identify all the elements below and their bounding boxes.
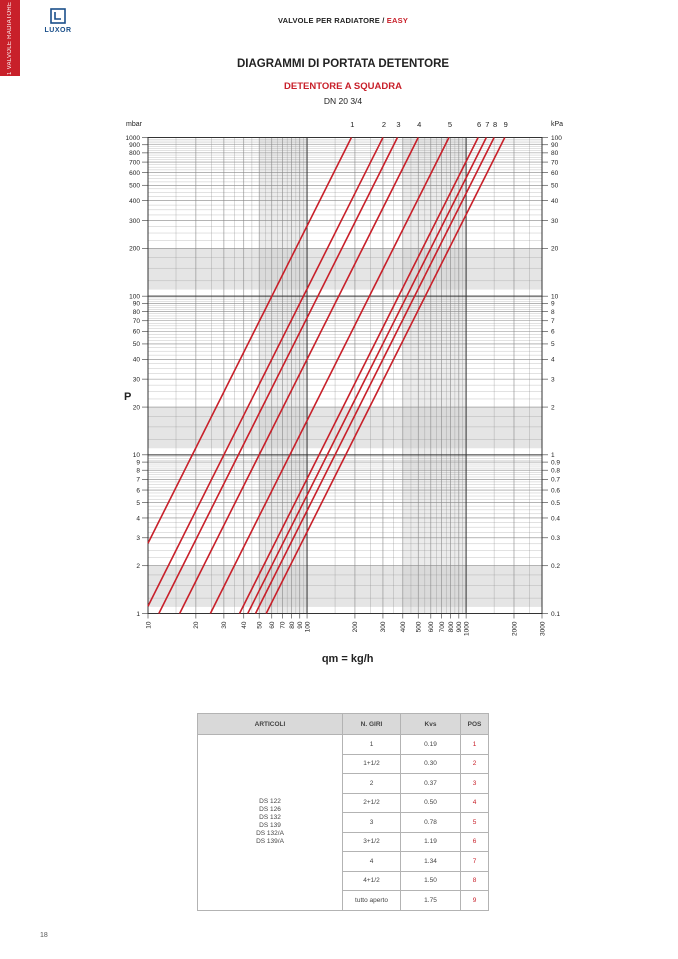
series-label-1: 1 [350, 120, 355, 129]
giri-cell: 2 [343, 774, 401, 794]
shade-band [148, 566, 542, 607]
series-label-6: 6 [477, 120, 482, 129]
shade-band [148, 407, 542, 448]
articolo-code: DS 139/A [256, 838, 284, 846]
pos-cell: 5 [461, 813, 489, 833]
y-tick-label-mbar: 200 [129, 245, 140, 253]
pos-cell: 9 [461, 891, 489, 911]
header-section-title [200, 16, 486, 25]
table-header-row [198, 714, 489, 735]
y-tick-label-mbar: 50 [132, 341, 140, 349]
y-tick-label-mbar: 100 [129, 293, 140, 301]
y-tick-label-kpa: 0.7 [551, 476, 561, 484]
y-tick-label-kpa: 30 [551, 217, 559, 225]
y-tick-label-mbar: 300 [129, 217, 140, 225]
col-articoli: ARTICOLI [198, 714, 343, 735]
col-kvs: Kvs [401, 714, 461, 735]
y-tick-label-kpa: 60 [551, 170, 559, 177]
y-tick-label-mbar: 2 [136, 563, 140, 571]
x-tick-label: 20 [193, 621, 201, 629]
y-tick-label-mbar: 40 [132, 356, 140, 364]
giri-cell: 2+1/2 [343, 793, 401, 813]
page-title: DIAGRAMMI DI PORTATA DETENTORE [236, 58, 450, 70]
series-label-2: 2 [381, 120, 387, 129]
y-tick-label-kpa: 70 [551, 159, 559, 167]
y-tick-label-mbar: 9 [136, 459, 140, 467]
y-tick-label-mbar: 500 [129, 182, 140, 190]
x-tick-label: 30 [221, 621, 229, 629]
y-tick-label-kpa: 100 [551, 134, 562, 142]
settings-table [197, 713, 489, 911]
y-tick-label-kpa: 8 [551, 308, 555, 316]
articolo-code: DS 132/A [256, 830, 284, 838]
x-tick-label: 60 [269, 621, 277, 629]
x-tick-label: 700 [438, 621, 446, 633]
y-tick-label-mbar: 800 [129, 150, 140, 158]
y-tick-label-kpa: 0.4 [551, 515, 561, 523]
col-pos: POS [461, 714, 489, 735]
x-tick-label: 800 [447, 621, 455, 633]
x-tick-label: 3000 [539, 621, 547, 636]
plot-frame [148, 138, 542, 614]
y-tick-label-kpa: 9 [551, 300, 555, 308]
y-tick-label-mbar: 60 [132, 328, 140, 336]
kvs-cell: 0.37 [401, 774, 461, 794]
page-number: 18 [40, 932, 48, 939]
y-tick-label-kpa: 0.9 [551, 459, 561, 467]
giri-cell: 1+1/2 [343, 754, 401, 774]
y-tick-label-mbar: 4 [136, 515, 140, 523]
y-tick-label-mbar: 30 [132, 376, 140, 384]
y-tick-label-kpa: 50 [551, 182, 559, 190]
chart-subtitle: DETENTORE A SQUADRA [284, 81, 402, 92]
pos-cell: 6 [461, 832, 489, 852]
y-tick-label-mbar: 7 [136, 476, 140, 484]
x-axis-label: qm = kg/h [321, 653, 374, 665]
y-tick-label-kpa: 2 [551, 404, 555, 412]
y-tick-label-kpa: 40 [551, 197, 559, 205]
x-tick-label: 80 [288, 621, 296, 629]
giri-cell: 3 [343, 813, 401, 833]
x-tick-label: 40 [241, 621, 249, 629]
kvs-cell: 1.50 [401, 871, 461, 891]
articolo-code: DS 122 [259, 798, 281, 806]
y-tick-label-kpa: 3 [551, 376, 555, 384]
y-tick-label-kpa: 20 [551, 245, 559, 253]
x-tick-label: 900 [456, 621, 464, 633]
kvs-cell: 0.19 [401, 735, 461, 755]
y-tick-label-mbar: 400 [129, 197, 140, 205]
x-tick-label: 600 [428, 621, 436, 633]
series-label-9: 9 [503, 120, 508, 129]
y-tick-label-kpa: 0.2 [551, 563, 561, 571]
x-tick-label: 50 [256, 621, 264, 629]
pos-cell: 2 [461, 754, 489, 774]
series-label-3: 3 [396, 120, 401, 129]
y-tick-label-mbar: 1000 [125, 134, 140, 142]
kvs-cell: 1.19 [401, 832, 461, 852]
y-tick-label-mbar: 900 [129, 142, 140, 150]
x-tick-label: 200 [352, 621, 360, 633]
x-tick-label: 90 [297, 621, 305, 629]
y-tick-label-kpa: 0.1 [551, 610, 561, 618]
x-tick-label: 2000 [511, 621, 519, 636]
y-axis-unit-left: mbar [126, 121, 142, 128]
x-tick-label: 100 [304, 621, 312, 633]
x-tick-label: 300 [380, 621, 388, 633]
y-tick-label-kpa: 1 [551, 452, 555, 460]
y-tick-label-kpa: 4 [551, 356, 555, 364]
giri-cell: tutto aperto [343, 891, 401, 911]
y-tick-label-kpa: 0.3 [551, 535, 561, 543]
y-tick-label-kpa: 5 [551, 341, 555, 349]
kvs-cell: 0.78 [401, 813, 461, 833]
y-tick-label-mbar: 3 [136, 535, 140, 543]
articolo-code: DS 132 [259, 814, 281, 822]
y-tick-label-mbar: 700 [129, 159, 140, 167]
y-tick-label-mbar: 5 [136, 499, 140, 507]
logo-icon [50, 8, 66, 24]
y-tick-label-kpa: 80 [551, 150, 559, 158]
flow-chart [0, 112, 678, 672]
y-tick-label-mbar: 70 [132, 318, 140, 326]
series-label-7: 7 [485, 120, 490, 129]
y-tick-label-kpa: 7 [551, 318, 555, 326]
series-label-8: 8 [493, 120, 498, 129]
y-tick-label-kpa: 0.5 [551, 499, 561, 507]
y-tick-label-mbar: 1 [136, 610, 140, 618]
x-tick-label: 1000 [463, 621, 471, 636]
articoli-cell [198, 735, 343, 911]
col-giri: N. GIRI [343, 714, 401, 735]
y-tick-label-mbar: 80 [132, 308, 140, 316]
y-tick-label-kpa: 6 [551, 328, 555, 336]
y-axis-label: P [124, 391, 132, 403]
giri-cell: 3+1/2 [343, 832, 401, 852]
pos-cell: 8 [461, 871, 489, 891]
header-accent: EASY [386, 16, 409, 25]
kvs-cell: 1.34 [401, 852, 461, 872]
articolo-code: DS 139 [259, 822, 281, 830]
brand-logo [40, 8, 76, 38]
series-label-5: 5 [447, 120, 453, 129]
section-sidebar-tab [0, 0, 20, 76]
y-tick-label-kpa: 10 [551, 293, 559, 301]
pos-cell: 1 [461, 735, 489, 755]
chart-size-label: DN 20 3/4 [323, 96, 363, 106]
giri-cell: 4 [343, 852, 401, 872]
y-tick-label-kpa: 0.8 [551, 467, 561, 475]
x-tick-label: 400 [400, 621, 408, 633]
pos-cell: 4 [461, 793, 489, 813]
articolo-code: DS 126 [259, 806, 281, 814]
giri-cell: 1 [343, 735, 401, 755]
y-tick-label-mbar: 20 [132, 404, 140, 412]
y-tick-label-mbar: 6 [136, 487, 140, 495]
x-tick-label: 500 [415, 621, 423, 633]
pos-cell: 7 [461, 852, 489, 872]
series-label-4: 4 [417, 120, 422, 129]
header-section: VALVOLE PER RADIATORE / [277, 16, 387, 25]
sidebar-label: 1 VALVOLE RADIATORE [7, 1, 13, 75]
pos-cell: 3 [461, 774, 489, 794]
y-tick-label-mbar: 8 [136, 467, 140, 475]
kvs-cell: 1.75 [401, 891, 461, 911]
x-tick-label: 70 [279, 621, 287, 629]
kvs-cell: 0.50 [401, 793, 461, 813]
x-tick-label: 10 [145, 621, 153, 629]
y-tick-label-mbar: 90 [132, 300, 140, 308]
logo-text: LUXOR [44, 27, 72, 34]
y-tick-label-mbar: 10 [132, 452, 140, 460]
y-tick-label-mbar: 600 [129, 170, 140, 177]
table-row [198, 735, 489, 755]
y-tick-label-kpa: 0.6 [551, 487, 561, 495]
giri-cell: 4+1/2 [343, 871, 401, 891]
y-axis-unit-right: kPa [551, 121, 564, 128]
kvs-cell: 0.30 [401, 754, 461, 774]
y-tick-label-kpa: 90 [551, 142, 559, 150]
